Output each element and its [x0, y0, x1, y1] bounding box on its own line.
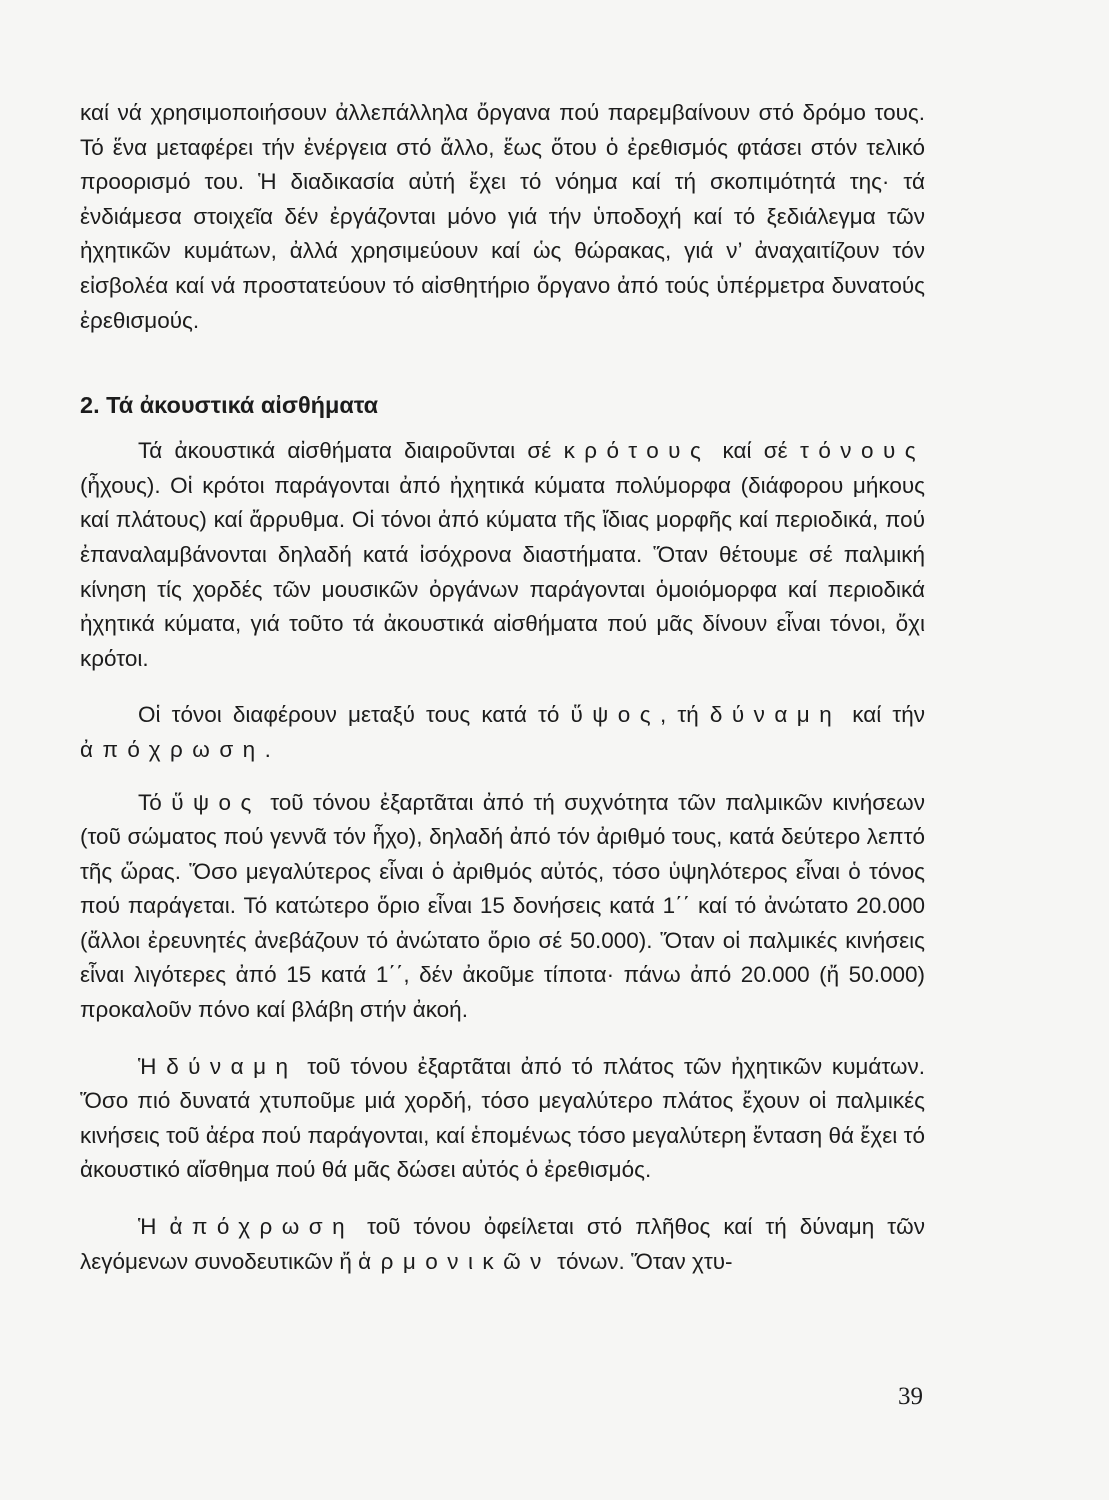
spaced-term: τόνους [799, 438, 925, 464]
paragraph-5 [80, 1050, 925, 1188]
paragraph-6 [80, 1210, 925, 1279]
spaced-term: ἀπόχρωση [80, 736, 265, 762]
spaced-term: ἀπόχρωση [169, 1214, 355, 1240]
text-run: καί τήν [841, 702, 926, 728]
text-run: Ἡ [138, 1053, 167, 1079]
text-run: Τό [138, 789, 172, 815]
text-run: (ἦχους). Οἱ κρότοι παράγονται ἀπό ἠχητικά κύματα πολύμορφα (διάφορου μήκους καί πλάτους) καί ἄρρυθμα. Οἱ τόνοι ἀπό κύματα τῆς ἴδιας μορφῆς καί περιοδικά, πού ἐπαναλαμβάνονται δηλαδή κατά ἰσόχρονα διαστήματα. Ὅταν θέτουμε σέ παλμική κίνηση τίς χορδές τῶν μουσικῶν ὀργάνων παράγονται ὁμοιόμορφα καί περιοδικά ἠχητικά κύματα, γιά τοῦτο τά ἀκουστικά αἰσθήματα πού μᾶς δίνουν εἶναι τόνοι, ὄχι κρότοι. [80, 472, 925, 671]
text-run: Ἡ [138, 1214, 170, 1240]
spaced-term: ὕψος [570, 702, 661, 728]
text-run: τοῦ τόνου ὀφείλεται στό πλῆθος καί τή δύναμη τῶν λεγόμενων συνοδευτικῶν ἤ [80, 1214, 925, 1274]
text-run: τοῦ τόνου ἐξαρτᾶται ἀπό τό πλάτος τῶν ἠχητικῶν κυμάτων. Ὅσο πιό δυνατά χτυποῦμε μιά χορδή, τόσο μεγαλύτερο πλάτος ἔχουν οἱ παλμικές κινήσεις τοῦ ἀέρα πού παράγονται, καί ἑπομένως τόσο μεγαλύτερη ἔνταση θά ἔχει τό ἀκουστικό αἴσθημα πού θά μᾶς δώσει αὐτός ὁ ἐρεθισμός. [80, 1053, 925, 1183]
text-run: Τά ἀκουστικά αἰσθήματα διαιροῦνται σέ [138, 438, 564, 464]
text-run: Οἱ τόνοι διαφέρουν μεταξύ τους κατά τό [138, 702, 571, 728]
text-run: , τή [660, 702, 710, 728]
spaced-term: δύναμη [166, 1053, 298, 1079]
text-run: καί σέ [710, 438, 800, 464]
paragraph-4 [80, 786, 925, 1028]
text-run: . [264, 736, 271, 762]
paragraph-1: καί νά χρησιμοποιήσουν ἀλλεπάλληλα ὄργανα πού παρεμβαίνουν στό δρόμο τους. Τό ἕνα μεταφέρει τήν ἐνέργεια στό ἄλλο, ἕως ὅτου ὁ ἐρεθισμός φτάσει στόν τελικό προορισμό του. Ἡ διαδικασία αὐτή ἔχει τό νόημα καί τή σκοπιμότητά της· τά ἐνδιάμεσα στοιχεῖα δέν ἐργάζονται μόνο γιά τήν ὑποδοχή καί τό ξεδιάλεγμα τῶν ἠχητικῶν κυμάτων, ἀλλά χρησιμεύουν καί ὡς θώρακας, γιά ν’ ἀναχαιτίζουν τόν εἰσβολέα καί νά προστατεύουν τό αἰσθητήριο ὄργανο ἀπό τούς ὑπέρμετρα δυνατούς ἐρεθισμούς. [80, 100, 925, 333]
spaced-term: ὕψος [171, 789, 261, 815]
paragraph-2 [80, 434, 925, 676]
text-run: τοῦ τόνου ἐξαρτᾶται ἀπό τή συχνότητα τῶν παλμικῶν κινήσεων (τοῦ σώματος πού γεννᾶ τόν ἦχο), δηλαδή ἀπό τόν ἀριθμό τους, κατά δεύτερο λεπτό τῆς ὥρας. Ὅσο μεγαλύτερος εἶναι ὁ ἀριθμός αὐτός, τόσο ὑψηλότερος εἶναι ὁ τόνος πού παράγεται. Τό κατώτερο ὅριο εἶναι 15 δονήσεις κατά 1΄΄ καί τό ἀνώτατο 20.000 (ἄλλοι ἐρευνητές ἀνεβάζουν τό ἀνώτατο ὅριο σέ 50.000). Ὅταν οἱ παλμικές κινήσεις εἶναι λιγότερες ἀπό 15 κατά 1΄΄, δέν ἀκοῦμε τίποτα· πάνω ἀπό 20.000 (ἤ 50.000) προκαλοῦν πόνο καί βλάβη στήν ἀκοή. [80, 789, 925, 1023]
spaced-term: κρότους [563, 438, 711, 464]
book-page [80, 96, 925, 1301]
spaced-term: δύναμη [709, 702, 842, 728]
page-number: 39 [898, 1383, 923, 1410]
paragraph-3 [80, 698, 925, 767]
section-heading: 2. Τά ἀκουστικά αἰσθήματα [80, 392, 379, 419]
spaced-term: ἁρμονικῶν [358, 1248, 551, 1274]
text-run: τόνων. Ὅταν χτυ- [550, 1248, 733, 1274]
